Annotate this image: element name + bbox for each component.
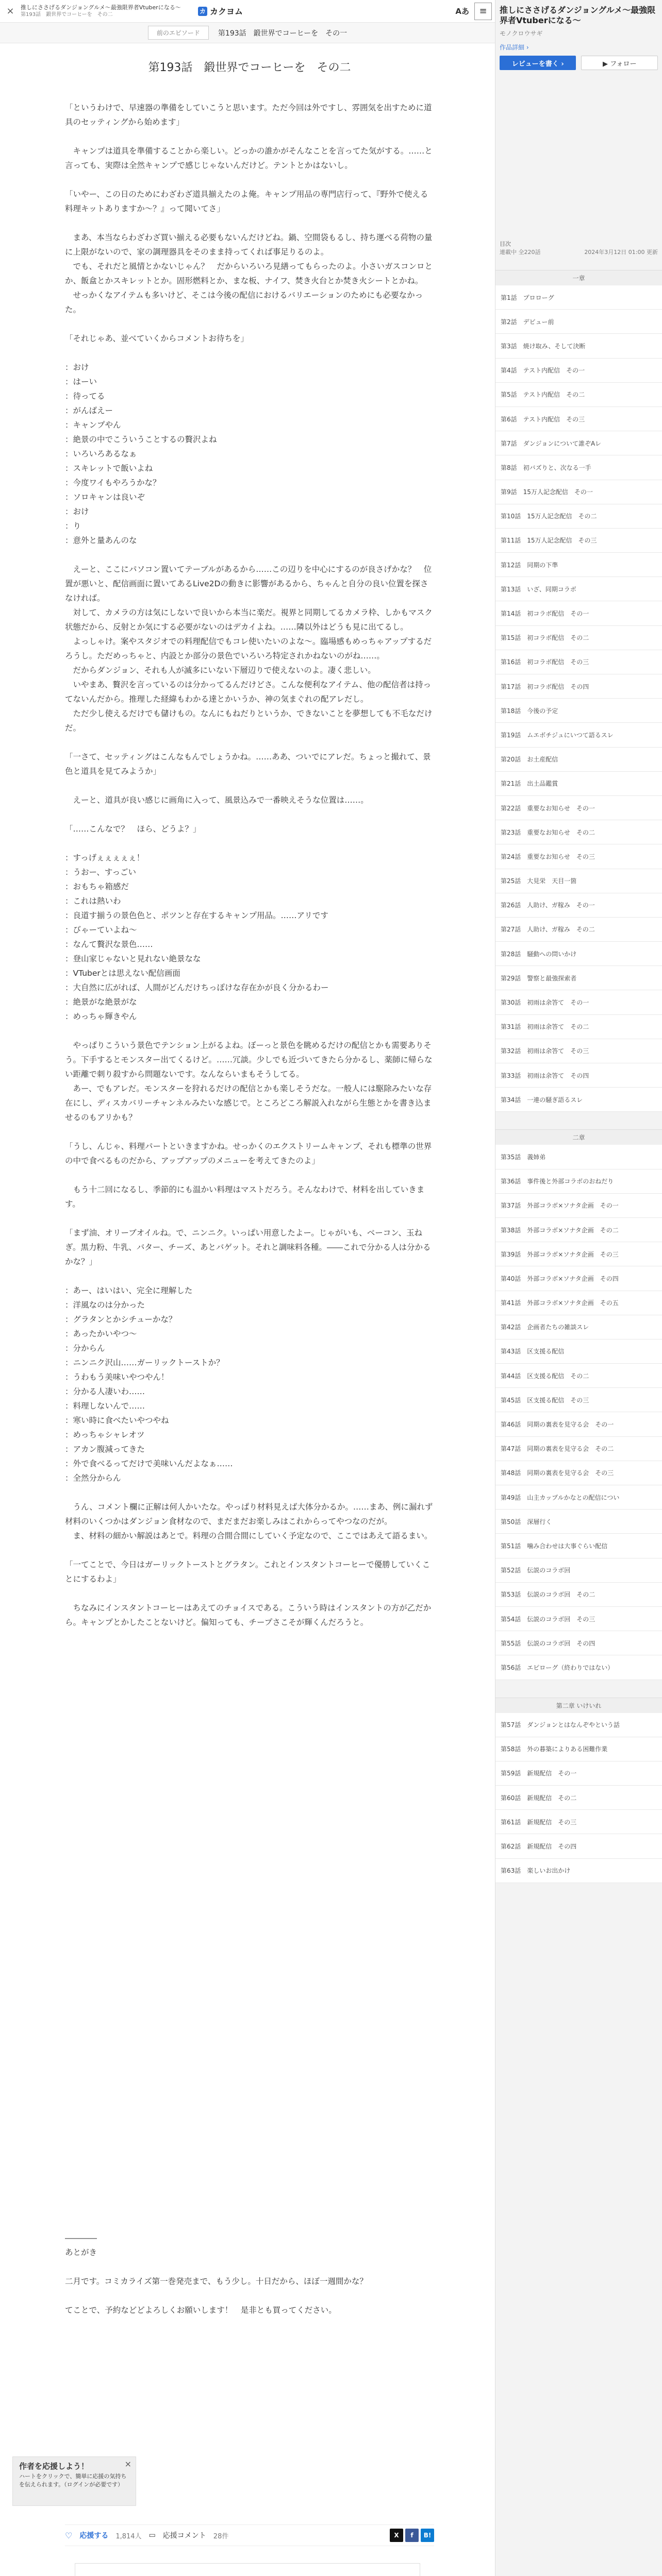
toc-episode-link[interactable]: 第50話 深層行く <box>495 1510 662 1534</box>
paragraph: えーと、ここにパソコン置いてテーブルがあるから……この辺りを中心にするのが良さげかな？ 位置が悪いと、配信画面に置いてあるLive2Dの動きに影響があるから、ちゃんと自分の良い位置を探さなければ。 <box>65 565 432 603</box>
paragraph: 「一てことで、今日はガーリックトーストとグラタン。これとインスタントコーヒーで優勝していくことにするわよ」 <box>65 1560 431 1584</box>
toc-episode-link[interactable]: 第6話 テスト内配信 その三 <box>495 407 662 431</box>
paragraph: ：寒い時に食べたいやつやね <box>65 1416 169 1425</box>
toc-episode-link[interactable]: 第28話 騒動への問いかけ <box>495 942 662 966</box>
toc-episode-link[interactable]: 第22話 重要なお知らせ その一 <box>495 796 662 820</box>
close-icon[interactable]: × <box>124 2459 131 2469</box>
toc-episode-link[interactable]: 第18話 今後の予定 <box>495 699 662 723</box>
toc-episode-link[interactable]: 第52話 伝説のコラボ回 <box>495 1558 662 1583</box>
toc-episode-link[interactable]: 第38話 外部コラボ×ソナタ企画 その二 <box>495 1218 662 1242</box>
font-settings-icon[interactable]: Aあ <box>455 7 469 16</box>
paragraph: ：いろいろあるなぁ <box>65 449 137 459</box>
episode-content <box>65 52 434 1630</box>
paragraph: ちなみにインスタントコーヒーはあえてのチョイスである。こういう時はインスタントの方が乙だから。キャンプとかしたことないけど。偏知っても、チープさこそが輝くんだろうと。 <box>65 1603 432 1627</box>
paragraph: 「というわけで、早速器の準備をしていこうと思います。ただ今回は外ですし、雰囲気を出すために道具のセッティングから始めます」 <box>65 103 432 127</box>
toc-episode-link[interactable]: 第60話 新規配信 その二 <box>495 1786 662 1810</box>
toc-episode-link[interactable]: 第3話 焼け取み、そして決断 <box>495 334 662 358</box>
episode-count: 連載中 全220話 <box>500 249 541 256</box>
cheer-popup <box>12 2456 136 2506</box>
paragraph: ：登山家じゃないと見れない絶景なな <box>65 954 201 963</box>
toc-episode-link[interactable]: 第30話 初雨は余答て その一 <box>495 990 662 1014</box>
paragraph: ：おけ <box>65 363 89 372</box>
paragraph: せっかくなアイテムも多いけど、そこは今後の配信におけるバリエーションのためにも必要なかった。 <box>65 291 423 314</box>
toc-episode-link[interactable]: 第13話 いざ、同期コラボ <box>495 577 662 601</box>
toc-episode-link[interactable]: 第37話 外部コラボ×ソナタ企画 その一 <box>495 1194 662 1218</box>
toc-episode-link[interactable]: 第54話 伝説のコラボ回 その三 <box>495 1607 662 1631</box>
episode-nav <box>0 23 495 43</box>
paragraph <box>65 1024 434 1038</box>
work-detail-link[interactable]: 作品詳細 › <box>500 44 529 51</box>
paragraph: ：びゃーていよね～ <box>65 925 137 935</box>
toc-episode-link[interactable]: 第12話 同期の下準 <box>495 553 662 577</box>
paragraph <box>65 1269 434 1283</box>
paragraph: 「それじゃあ、並べていくからコメントお待ちを」 <box>65 334 249 343</box>
toc-episode-link[interactable]: 第14話 初コラボ配信 その一 <box>495 601 662 625</box>
toc-episode-link[interactable]: 第44話 区支援る配信 その二 <box>495 1364 662 1388</box>
toc-episode-link[interactable]: 第39話 外部コラボ×ソナタ企画 その三 <box>495 1242 662 1266</box>
paragraph: ：あったかいやつ～ <box>65 1329 137 1338</box>
toc-episode-link[interactable]: 第35話 義姉弟 <box>495 1145 662 1169</box>
paragraph: ：なんて贅沢な景色…… <box>65 940 153 949</box>
toc-episode-link[interactable]: 第9話 15万人記念配信 その一 <box>495 480 662 504</box>
toc-episode-link[interactable]: 第59話 新規配信 その一 <box>495 1761 662 1786</box>
afterword-line <box>65 2289 434 2303</box>
afterword-line: てことで、予約などどよろしくお願いします！ 是非とも買ってください。 <box>65 2306 337 2315</box>
toc-episode-link[interactable]: 第2話 デビュー前 <box>495 310 662 334</box>
paragraph: ：今度ワイもやろうかな？ <box>65 478 161 487</box>
paragraph: ：スキレットで飯いよね <box>65 464 153 473</box>
paragraph: ：ソロキャンは良いぞ <box>65 493 145 502</box>
episode-list <box>495 270 662 1883</box>
paragraph: ：うおー、すっごい <box>65 868 136 877</box>
afterword-line: ―――― <box>65 2233 97 2243</box>
toc-episode-link[interactable]: 第48話 同期の裏表を見守る会 その三 <box>495 1461 662 1485</box>
paragraph: 対して、カメラの方は気にしないで良いから本当に楽だ。視界と同期してるカメラ枠、しかもマスク状態だから、反射とか気にする必要がないのはデカイよね。……隣以外はどうも見に出てるし。 <box>65 608 433 632</box>
paragraph: ：料理しないんで…… <box>65 1401 145 1411</box>
paragraph <box>65 1543 434 1557</box>
toc-episode-link[interactable]: 第10話 15万人記念配信 その二 <box>495 504 662 529</box>
paragraph <box>65 346 434 360</box>
afterword-line: 二月です。コミカライズ第一巻発売まで、もう少し。十日だから、ほぼ一週間かな？ <box>65 2277 368 2286</box>
toc-episode-link[interactable]: 第33話 初雨は余答て その四 <box>495 1063 662 1088</box>
afterword <box>65 2231 434 2317</box>
episode-subtitle: 第193話 鍛世界でコーヒーを その二 <box>21 11 113 18</box>
paragraph: キャンプは道具を準備することから楽しい。どっかの誰かがそんなことを言ってた気がする。……と言っても、実際は全然キャンプで感じじゃないんだけど。テントとかはないし。 <box>65 146 433 170</box>
paragraph <box>65 836 434 851</box>
toc-episode-link[interactable]: 第36話 事件後と外部コラボのおねだり <box>495 1170 662 1194</box>
toc-episode-link[interactable]: 第19話 ムエボチジュにいつて語るスレ <box>495 723 662 747</box>
top-bar <box>0 0 495 23</box>
toc-episode-link[interactable]: 第63話 楽しいお出かけ <box>495 1859 662 1883</box>
paragraph: ：絶景の中でこういうことするの贅沢よね <box>65 435 217 444</box>
paragraph <box>65 778 434 793</box>
paragraph: ：分からん <box>65 1344 105 1353</box>
paragraph <box>65 216 434 230</box>
paragraph: ：大自然に広がれば、人間がどんだけちっぽけな存在かが良く分かるわー <box>65 983 329 992</box>
paragraph: ：り <box>65 521 81 531</box>
chapter-episodes <box>495 285 662 1112</box>
episode-title: 第193話 鍛世界でコーヒーを その二 <box>148 61 351 74</box>
paragraph: よっしゃけ。案やスタジオでの料理配信でもコレ使いたいのよな～。臨場感もめっちゃアップするだろうし。ただめっちゃと、内設とか部分の景色でいろいろ特定されかねないのがね……。 <box>65 637 432 660</box>
paragraph <box>65 1211 434 1226</box>
toc-episode-link[interactable]: 第24話 重要なお知らせ その三 <box>495 844 662 869</box>
share-x-icon[interactable]: X <box>390 2529 403 2542</box>
paragraph <box>65 1125 434 1139</box>
paragraph: もう十二回になるし、季節的にも温かい料理はマストだろう。そんなわけで、材料を出していきます。 <box>65 1185 425 1209</box>
toc-episode-link[interactable]: 第45話 区支援る配信 その三 <box>495 1388 662 1412</box>
chapter-heading: 二章 <box>495 1129 662 1145</box>
paragraph: ：うわもう美味いやつやん！ <box>65 1372 169 1382</box>
paragraph: 「いやー、この日のためにわざわざ道具揃えたのよ俺。キャンプ用品の専門店行って、『野外で使える料理キットありますか～？』って聞いてさ」 <box>65 190 428 213</box>
paragraph <box>65 1168 434 1182</box>
toc-episode-link[interactable]: 第57話 ダンジョンとはなんぞやという話 <box>495 1713 662 1737</box>
paragraph: 「うし、んじゃ、料理パートといきますかね。せっかくのエクストリームキャンプ、それも標準の世界の中で食べるものだから、アップアップのメニューを考えてきたのよ」 <box>65 1142 432 1165</box>
paragraph <box>65 1586 434 1601</box>
sidebar-author[interactable]: モノクロウサギ <box>500 30 543 37</box>
paragraph: ：VTuberとは思えない配信画面 <box>65 969 180 978</box>
toc-episode-link[interactable]: 第15話 初コラボ配信 その二 <box>495 626 662 650</box>
chapter-heading: 一章 <box>495 270 662 285</box>
paragraph: ：絶景がな絶景がな <box>65 997 137 1007</box>
toc-episode-link[interactable]: 第5話 テスト内配信 その二 <box>495 383 662 407</box>
comment-button[interactable]: 応援コメント <box>162 2532 206 2540</box>
toc-episode-link[interactable]: 第41話 外部コラボ×ソナタ企画 その五 <box>495 1291 662 1315</box>
toc-icon[interactable]: ≡ <box>474 3 492 20</box>
paragraph: ：意外と量あんのな <box>65 536 137 545</box>
cheer-popup-text: ハートをクリックで、簡単に応援の気持ちを伝えられます。（ログインが必要です） <box>19 2473 127 2488</box>
close-icon[interactable]: × <box>6 6 14 16</box>
logo-text: カクヨム <box>210 7 243 16</box>
toc-episode-link[interactable]: 第58話 外の暮築によりある困難作業 <box>495 1737 662 1761</box>
toc-episode-link[interactable]: 第55話 伝説のコラボ回 その四 <box>495 1631 662 1655</box>
action-bar <box>65 2524 434 2546</box>
toc-episode-link[interactable]: 第25話 大見栄 天目一箇 <box>495 869 662 893</box>
paragraph: いやまあ、贅沢を言っているのは分かってるんだけどさ。こんな便利なアイテム、他の配信者は持ってないんだから。推理した経緯もわかる達とかいうか、神の気まぐれの配アレだし。 <box>65 680 432 704</box>
paragraph: ：洋風なのは分かった <box>65 1300 145 1310</box>
current-episode-label: 第193話 鍛世界でコーヒーを その一 <box>218 29 347 38</box>
toc-episode-link[interactable]: 第1話 プロローグ <box>495 285 662 310</box>
toc-episode-link[interactable]: 第21話 出土品鑑賞 <box>495 772 662 796</box>
toc-sidebar <box>495 0 662 2576</box>
paragraph: えーと、道具が良い感じに画角に入って、風景込みで一番映えそうな位置は……。 <box>65 795 369 805</box>
afterword-line <box>65 2260 434 2274</box>
paragraph: ：良道す揃うの景色色と、ポツンと存在するキャンプ用品。……アリです <box>65 911 328 920</box>
logo-icon: カ <box>198 7 207 16</box>
sidebar-work-title[interactable]: 推しにささげるダンジョングルメ～最強限界者Vtuberになる～ <box>500 5 656 25</box>
toc-episode-link[interactable]: 第49話 山主カップルかなとの配信につい <box>495 1485 662 1510</box>
toc-episode-link[interactable]: 第53話 伝説のコラボ回 その二 <box>495 1583 662 1607</box>
paragraph: 「まず油、オリーブオイルね。で、ニンニク。いっぱい用意したよー。じゃがいも、ベーコン、玉ねぎ。黒力粉、牛乳、バター、チーズ、あとバゲット。それと調味料各種。――これで分かる人は分かるかな？」 <box>65 1228 431 1266</box>
comment-icon[interactable]: ▭ <box>148 2531 156 2539</box>
paragraph <box>65 1485 434 1500</box>
toc-episode-link[interactable]: 第31話 初雨は余答て その二 <box>495 1015 662 1039</box>
paragraph: ：全然分からん <box>65 1473 121 1483</box>
toc-episode-link[interactable]: 第47話 同期の裏表を見守る会 その二 <box>495 1437 662 1461</box>
chapter-episodes <box>495 1713 662 1883</box>
paragraph: ：めっちゃ輝きやん <box>65 1012 137 1021</box>
paragraph: ：がんばえー <box>65 406 113 415</box>
toc-episode-link[interactable]: 第26話 人助け、ガ稼み その一 <box>495 893 662 918</box>
toc-episode-link[interactable]: 第16話 初コラボ配信 その三 <box>495 650 662 674</box>
paragraph: ：ニンニク沢山……ガーリックトーストか？ <box>65 1358 224 1367</box>
paragraph <box>65 129 434 144</box>
toc-episode-link[interactable]: 第4話 テスト内配信 その一 <box>495 359 662 383</box>
toc-episode-link[interactable]: 第40話 外部コラボ×ソナタ企画 その四 <box>495 1266 662 1291</box>
paragraph: だからダンジョン、それも人が滅多にいない下層辺りで使えないのよ。凄く悲しい。 <box>65 666 376 675</box>
paragraph <box>65 173 434 187</box>
toc-meta <box>495 240 662 257</box>
support-button[interactable]: 応援する <box>79 2532 109 2540</box>
toc-episode-link[interactable]: 第43話 区支援る配信 <box>495 1340 662 1364</box>
cheer-popup-title: 作者を応援しよう！ <box>19 2462 89 2471</box>
paragraph: ：おけ <box>65 507 89 516</box>
paragraph: ：はーい <box>65 377 97 386</box>
toc-episode-link[interactable]: 第23話 重要なお知らせ その二 <box>495 820 662 844</box>
heart-icon[interactable]: ♡ <box>65 2530 73 2540</box>
follow-button[interactable]: ▶ フォロー <box>581 56 658 70</box>
toc-episode-link[interactable]: 第7話 ダンジョンについて誰ぞAレ <box>495 431 662 455</box>
toc-episode-link[interactable]: 第56話 エピローグ（終わりではない） <box>495 1655 662 1680</box>
paragraph: ：分かる人凄いわ…… <box>65 1387 145 1396</box>
toc-episode-link[interactable]: 第27話 人助け、ガ稼み その二 <box>495 918 662 942</box>
paragraph: 「一さて、セッティングはこんなもんでしょうかね。……ああ、ついでにアレだ。ちょっと撮れて、景色と道具を見てみようか」 <box>65 752 431 776</box>
paragraph: まあ、本当ならわざわざ買い揃える必要もないんだけどね。鍋、空間袋もるし、持ち運べる荷物の量に上限がないので、家の調理器具をそのまま持ってくれば事足りるのよ。 <box>65 233 433 257</box>
paragraph: やっぱりこういう景色でテンション上がるよね。ぼーっと景色を眺めるだけの配信とかも需要ありそう。下手するとモンスター出てくるけど。……冗談。少しでも近づいてきたら分かるし、薬師に帰らない距離で刺り殺すから問題ないです。なんならいまもそうしてる。 <box>65 1041 433 1079</box>
paragraph: ：アカン腹減ってきた <box>65 1445 145 1454</box>
toc-episode-link[interactable]: 第34話 一連の騒ぎ語るスレ <box>495 1088 662 1112</box>
paragraph: ：グラタンとかシチューかな？ <box>65 1315 177 1324</box>
paragraph: ：待ってる <box>65 392 105 401</box>
toc-episode-link[interactable]: 第29話 警察と最強探索者 <box>495 966 662 990</box>
paragraph: うん、コメント欄に正解は何人かいたな。やっぱり材料見えば大体分かるか。……まあ、例に漏れず材料のいくつかはダンジョン食材なので、まだまだお楽しみはこれからってやつなのだが。 <box>65 1502 433 1526</box>
paragraph: ただ少し使えるだけでも儲けもの。なんにもねだりというか、できないことを夢想しても不毛なだけだ。 <box>65 709 433 733</box>
paragraph: ：外で食べるってだけで美味いんだよなぁ…… <box>65 1459 233 1468</box>
toc-episode-link[interactable]: 第62話 新規配信 その四 <box>495 1834 662 1858</box>
kakuyomu-logo[interactable] <box>198 5 243 17</box>
review-button[interactable]: レビューを書く › <box>500 56 576 70</box>
last-updated: 2024年3月12日 01:00 更新 <box>584 249 658 256</box>
toc-episode-link[interactable]: 第61話 新規配信 その三 <box>495 1810 662 1834</box>
comment-count: 28件 <box>213 2532 229 2540</box>
paragraph: ：これは熱いわ <box>65 896 121 906</box>
paragraph <box>65 548 434 562</box>
register-panel <box>75 2563 420 2576</box>
chapter-heading: 第二章 いけいれ <box>495 1698 662 1713</box>
paragraph <box>65 317 434 331</box>
paragraph: でも、それだと風情とかないじゃん？ だからいろいろ見繕ってもらったのよ。小さいガスコンロとか、飯盒とかスキレットとか。固形燃料とか、まな板、ナイフ、焚き火台とか焚き火シートとかね。 <box>65 262 433 285</box>
paragraph: ：キャンプやん <box>65 420 121 430</box>
toc-episode-link[interactable]: 第11話 15万人記念配信 その三 <box>495 529 662 553</box>
episode-body <box>65 100 434 1630</box>
paragraph: ：おもちゃ箱感だ <box>65 882 129 891</box>
paragraph: あー、でもアレだ。モンスターを狩れるだけの配信とかも楽しそうだな。一般人には駆除みたいな存在にし、ディスカバリーチャンネルみたいな感じで。ところどころ解説入れながら生態とかを書き込ませるのもアリかも？ <box>65 1084 432 1122</box>
toc-episode-link[interactable]: 第20話 お土産配信 <box>495 748 662 772</box>
chapter-episodes <box>495 1145 662 1680</box>
toc-episode-link[interactable]: 第8話 初バズりと、次なる一手 <box>495 455 662 480</box>
support-count: 1,814人 <box>115 2532 142 2540</box>
paragraph: ：すっげぇぇぇぇぇ！ <box>65 853 145 862</box>
work-title[interactable]: 推しにささげるダンジョングルメ～最強限界者Vtuberになる～ <box>21 4 181 11</box>
paragraph <box>65 807 434 822</box>
afterword-line: あとがき <box>65 2248 97 2257</box>
toc-episode-link[interactable]: 第46話 同期の裏表を見守る会 その一 <box>495 1412 662 1436</box>
work-info[interactable] <box>21 4 196 19</box>
paragraph: ：あー、はいはい、完全に理解した <box>65 1286 193 1295</box>
paragraph: 「……こんなで？ ほら、どうよ？」 <box>65 824 201 834</box>
prev-episode-button[interactable]: 前のエピソード <box>148 26 209 40</box>
share-facebook-icon[interactable]: f <box>405 2529 419 2542</box>
share-hatena-icon[interactable]: B! <box>421 2529 434 2542</box>
toc-episode-link[interactable]: 第42話 企画者たちの雑談スレ <box>495 1315 662 1340</box>
paragraph: ：めっちゃシャレオツ <box>65 1430 145 1439</box>
toc-label: 目次 <box>500 241 511 247</box>
toc-episode-link[interactable]: 第51話 噛み合わせは大事ぐらい配信 <box>495 1534 662 1558</box>
toc-episode-link[interactable]: 第32話 初雨は余答て その三 <box>495 1039 662 1063</box>
paragraph: ま、材料の細かい解説はあとで。料理の合間合間にしていく予定なので、ここではあえて語るまい。 <box>65 1531 433 1540</box>
toc-episode-link[interactable]: 第17話 初コラボ配信 その四 <box>495 674 662 699</box>
paragraph <box>65 735 434 750</box>
